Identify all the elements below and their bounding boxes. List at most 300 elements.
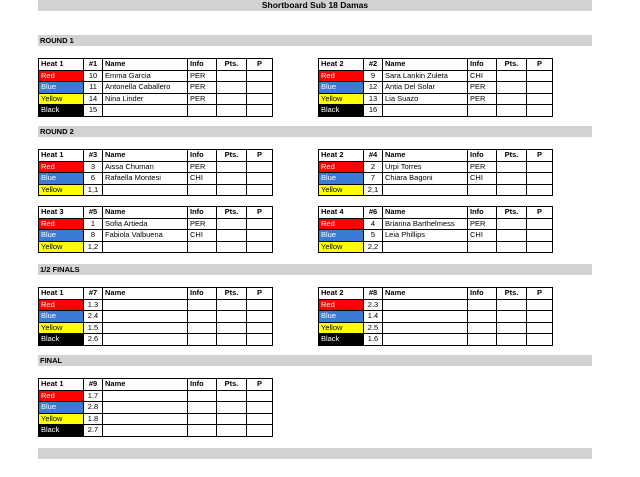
place-cell: [247, 105, 273, 117]
points-cell: [497, 299, 527, 311]
country-cell: [468, 334, 497, 346]
heat-row: [39, 413, 273, 425]
points-header: Pts.: [217, 207, 247, 219]
place-header: P: [527, 207, 553, 219]
heat-row: [319, 70, 553, 82]
place-cell: [527, 70, 553, 82]
heat-table-r1-h2: [318, 58, 553, 117]
place-cell: [527, 161, 553, 173]
section-round-1: ROUND 1: [38, 35, 592, 46]
name-header: Name: [103, 59, 188, 71]
heat-table-r2-h1: [38, 149, 273, 196]
jersey-color-cell: Blue: [39, 230, 84, 242]
points-cell: [497, 322, 527, 334]
sheet-title: Shortboard Sub 18 Damas: [38, 0, 592, 11]
section-final: FINAL: [38, 355, 592, 366]
surfer-name-cell: Fabiola Valbuena: [103, 230, 188, 242]
seed-number-cell: 1: [84, 218, 103, 230]
heat-number: #3: [84, 150, 103, 162]
seed-number-cell: 1,2: [84, 241, 103, 253]
place-cell: [527, 184, 553, 196]
place-cell: [527, 334, 553, 346]
points-cell: [217, 311, 247, 323]
country-cell: PER: [468, 161, 497, 173]
heat-number: #9: [84, 379, 103, 391]
seed-number-cell: 1.6: [364, 334, 383, 346]
points-cell: [217, 184, 247, 196]
surfer-name-cell: [103, 105, 188, 117]
heat-table-sf-h2: [318, 287, 553, 346]
heat-header-row: [39, 379, 273, 391]
surfer-name-cell: [103, 425, 188, 437]
place-cell: [527, 311, 553, 323]
heat-number: #2: [364, 59, 383, 71]
country-cell: CHI: [188, 230, 217, 242]
place-cell: [527, 218, 553, 230]
surfer-name-cell: Aissa Chuman: [103, 161, 188, 173]
surfer-name-cell: [383, 322, 468, 334]
heat-row: [319, 322, 553, 334]
jersey-color-cell: Blue: [319, 173, 364, 185]
points-cell: [497, 82, 527, 94]
place-cell: [247, 299, 273, 311]
surfer-name-cell: Urpi Torres: [383, 161, 468, 173]
points-cell: [497, 218, 527, 230]
surfer-name-cell: [383, 334, 468, 346]
heat-row: [39, 184, 273, 196]
heat-label: Heat 3: [39, 207, 84, 219]
jersey-color-cell: Blue: [39, 402, 84, 414]
jersey-color-cell: Red: [319, 70, 364, 82]
seed-number-cell: 2,2: [364, 241, 383, 253]
heat-row: [39, 230, 273, 242]
heat-row: [319, 82, 553, 94]
points-cell: [217, 82, 247, 94]
points-cell: [497, 334, 527, 346]
surfer-name-cell: [383, 299, 468, 311]
surfer-name-cell: [103, 184, 188, 196]
jersey-color-cell: Black: [319, 105, 364, 117]
seed-number-cell: 1.4: [364, 311, 383, 323]
heat-label: Heat 2: [319, 288, 364, 300]
name-header: Name: [103, 150, 188, 162]
heat-row: [39, 402, 273, 414]
seed-number-cell: 1.8: [84, 413, 103, 425]
surfer-name-cell: Sofia Artieda: [103, 218, 188, 230]
seed-number-cell: 1.7: [84, 390, 103, 402]
country-cell: [188, 425, 217, 437]
country-cell: CHI: [468, 70, 497, 82]
jersey-color-cell: Blue: [39, 82, 84, 94]
name-header: Name: [103, 379, 188, 391]
name-header: Name: [103, 288, 188, 300]
jersey-color-cell: Red: [39, 299, 84, 311]
country-cell: [468, 299, 497, 311]
country-cell: [468, 184, 497, 196]
heat-label: Heat 1: [39, 379, 84, 391]
country-cell: [188, 184, 217, 196]
heat-header-row: [39, 150, 273, 162]
surfer-name-cell: [383, 105, 468, 117]
points-cell: [217, 218, 247, 230]
place-cell: [527, 173, 553, 185]
place-cell: [247, 322, 273, 334]
seed-number-cell: 1,1: [84, 184, 103, 196]
jersey-color-cell: Red: [39, 390, 84, 402]
heat-row: [319, 93, 553, 105]
points-header: Pts.: [217, 150, 247, 162]
jersey-color-cell: Red: [39, 218, 84, 230]
place-cell: [247, 161, 273, 173]
heat-label: Heat 1: [39, 59, 84, 71]
points-header: Pts.: [497, 150, 527, 162]
points-cell: [497, 230, 527, 242]
heat-number: #8: [364, 288, 383, 300]
points-cell: [497, 161, 527, 173]
surfer-name-cell: Nina Linder: [103, 93, 188, 105]
heat-header-row: [39, 59, 273, 71]
surfer-name-cell: [383, 311, 468, 323]
heat-table-r2-h2: [318, 149, 553, 196]
jersey-color-cell: Black: [319, 334, 364, 346]
heat-header-row: [39, 288, 273, 300]
place-cell: [247, 334, 273, 346]
points-cell: [217, 390, 247, 402]
heat-row: [319, 299, 553, 311]
seed-number-cell: 2.8: [84, 402, 103, 414]
surfer-name-cell: [103, 311, 188, 323]
seed-number-cell: 15: [84, 105, 103, 117]
jersey-color-cell: Red: [39, 70, 84, 82]
surfer-name-cell: [103, 322, 188, 334]
place-cell: [527, 82, 553, 94]
heat-row: [319, 334, 553, 346]
points-cell: [497, 173, 527, 185]
place-cell: [247, 390, 273, 402]
info-header: Info: [468, 150, 497, 162]
points-header: Pts.: [497, 207, 527, 219]
country-cell: [468, 105, 497, 117]
country-cell: PER: [188, 161, 217, 173]
heat-label: Heat 2: [319, 59, 364, 71]
points-header: Pts.: [497, 288, 527, 300]
surfer-name-cell: Rafaella Montesi: [103, 173, 188, 185]
country-cell: PER: [188, 82, 217, 94]
heat-table-r1-h1: [38, 58, 273, 117]
heat-row: [39, 161, 273, 173]
surfer-name-cell: Lia Suazo: [383, 93, 468, 105]
heat-table-sf-h1: [38, 287, 273, 346]
heat-row: [39, 82, 273, 94]
points-cell: [497, 311, 527, 323]
surfer-name-cell: Antia Del Solar: [383, 82, 468, 94]
points-cell: [497, 93, 527, 105]
heat-number: #4: [364, 150, 383, 162]
country-cell: PER: [468, 82, 497, 94]
heat-row: [39, 311, 273, 323]
place-cell: [527, 105, 553, 117]
heat-label: Heat 1: [39, 288, 84, 300]
country-cell: PER: [468, 93, 497, 105]
jersey-color-cell: Yellow: [39, 93, 84, 105]
heat-row: [39, 390, 273, 402]
seed-number-cell: 7: [364, 173, 383, 185]
points-header: Pts.: [217, 59, 247, 71]
place-cell: [247, 173, 273, 185]
country-cell: CHI: [468, 173, 497, 185]
surfer-name-cell: Antonella Caballero: [103, 82, 188, 94]
surfer-name-cell: [103, 413, 188, 425]
heat-row: [319, 230, 553, 242]
jersey-color-cell: Yellow: [319, 184, 364, 196]
country-cell: CHI: [188, 173, 217, 185]
points-cell: [217, 230, 247, 242]
place-cell: [247, 241, 273, 253]
surfer-name-cell: Chiara Bagoni: [383, 173, 468, 185]
seed-number-cell: 2,1: [364, 184, 383, 196]
jersey-color-cell: Blue: [39, 173, 84, 185]
place-cell: [247, 311, 273, 323]
points-cell: [217, 105, 247, 117]
jersey-color-cell: Yellow: [319, 322, 364, 334]
heat-label: Heat 1: [39, 150, 84, 162]
jersey-color-cell: Red: [319, 161, 364, 173]
seed-number-cell: 2.5: [364, 322, 383, 334]
place-header: P: [247, 59, 273, 71]
jersey-color-cell: Yellow: [39, 322, 84, 334]
info-header: Info: [468, 59, 497, 71]
jersey-color-cell: Blue: [39, 311, 84, 323]
place-header: P: [247, 288, 273, 300]
name-header: Name: [383, 207, 468, 219]
heat-row: [39, 93, 273, 105]
points-cell: [497, 241, 527, 253]
points-cell: [217, 299, 247, 311]
points-cell: [497, 184, 527, 196]
heat-row: [39, 241, 273, 253]
name-header: Name: [383, 288, 468, 300]
seed-number-cell: 9: [364, 70, 383, 82]
place-cell: [527, 230, 553, 242]
points-cell: [497, 70, 527, 82]
seed-number-cell: 6: [84, 173, 103, 185]
jersey-color-cell: Red: [39, 161, 84, 173]
heat-row: [319, 218, 553, 230]
points-cell: [217, 93, 247, 105]
section-round-2: ROUND 2: [38, 126, 592, 137]
heat-row: [319, 311, 553, 323]
jersey-color-cell: Blue: [319, 82, 364, 94]
heat-number: #7: [84, 288, 103, 300]
place-cell: [527, 241, 553, 253]
jersey-color-cell: Black: [39, 105, 84, 117]
points-cell: [217, 334, 247, 346]
seed-number-cell: 13: [364, 93, 383, 105]
place-header: P: [247, 207, 273, 219]
points-cell: [217, 70, 247, 82]
footer-bar: [38, 448, 592, 459]
points-cell: [217, 425, 247, 437]
country-cell: [188, 241, 217, 253]
country-cell: [468, 241, 497, 253]
place-cell: [527, 93, 553, 105]
heat-row: [39, 334, 273, 346]
seed-number-cell: 10: [84, 70, 103, 82]
country-cell: [188, 402, 217, 414]
info-header: Info: [188, 207, 217, 219]
heat-header-row: [319, 207, 553, 219]
info-header: Info: [188, 288, 217, 300]
seed-number-cell: 11: [84, 82, 103, 94]
jersey-color-cell: Black: [39, 334, 84, 346]
heat-row: [319, 241, 553, 253]
jersey-color-cell: Yellow: [39, 241, 84, 253]
country-cell: PER: [188, 93, 217, 105]
info-header: Info: [188, 379, 217, 391]
heat-row: [319, 105, 553, 117]
heat-row: [39, 299, 273, 311]
surfer-name-cell: [103, 390, 188, 402]
seed-number-cell: 5: [364, 230, 383, 242]
section-semifinals: 1/2 FINALS: [38, 264, 592, 275]
country-cell: [188, 334, 217, 346]
place-header: P: [527, 59, 553, 71]
seed-number-cell: 3: [84, 161, 103, 173]
seed-number-cell: 14: [84, 93, 103, 105]
name-header: Name: [383, 59, 468, 71]
place-cell: [247, 82, 273, 94]
heat-header-row: [319, 59, 553, 71]
place-cell: [247, 93, 273, 105]
info-header: Info: [468, 288, 497, 300]
points-cell: [217, 161, 247, 173]
heat-table-r2-h4: [318, 206, 553, 253]
place-cell: [247, 184, 273, 196]
heat-row: [39, 218, 273, 230]
points-header: Pts.: [217, 379, 247, 391]
place-cell: [247, 413, 273, 425]
country-cell: PER: [188, 218, 217, 230]
heat-number: #5: [84, 207, 103, 219]
place-cell: [247, 70, 273, 82]
seed-number-cell: 2.4: [84, 311, 103, 323]
points-cell: [217, 241, 247, 253]
seed-number-cell: 4: [364, 218, 383, 230]
info-header: Info: [188, 150, 217, 162]
surfer-name-cell: Leia Phillips: [383, 230, 468, 242]
heat-header-row: [39, 207, 273, 219]
seed-number-cell: 2.6: [84, 334, 103, 346]
seed-number-cell: 2.7: [84, 425, 103, 437]
points-cell: [497, 105, 527, 117]
heat-number: #1: [84, 59, 103, 71]
country-cell: [188, 390, 217, 402]
country-cell: [188, 322, 217, 334]
seed-number-cell: 8: [84, 230, 103, 242]
seed-number-cell: 1.5: [84, 322, 103, 334]
info-header: Info: [188, 59, 217, 71]
surfer-name-cell: [383, 184, 468, 196]
points-cell: [217, 322, 247, 334]
surfer-name-cell: Sara Lankin Zuleta: [383, 70, 468, 82]
name-header: Name: [383, 150, 468, 162]
seed-number-cell: 2.3: [364, 299, 383, 311]
surfer-name-cell: [383, 241, 468, 253]
place-cell: [247, 402, 273, 414]
heat-header-row: [319, 288, 553, 300]
jersey-color-cell: Black: [39, 425, 84, 437]
place-header: P: [247, 379, 273, 391]
country-cell: [188, 413, 217, 425]
place-cell: [247, 425, 273, 437]
seed-number-cell: 16: [364, 105, 383, 117]
place-header: P: [527, 150, 553, 162]
surfer-name-cell: Emma Garcia: [103, 70, 188, 82]
heat-table-r2-h3: [38, 206, 273, 253]
jersey-color-cell: Red: [319, 299, 364, 311]
country-cell: [468, 311, 497, 323]
place-header: P: [527, 288, 553, 300]
seed-number-cell: 12: [364, 82, 383, 94]
country-cell: [188, 311, 217, 323]
place-cell: [527, 299, 553, 311]
place-cell: [247, 218, 273, 230]
heat-label: Heat 4: [319, 207, 364, 219]
heat-label: Heat 2: [319, 150, 364, 162]
place-cell: [247, 230, 273, 242]
place-cell: [527, 322, 553, 334]
heat-table-final-h1: [38, 378, 273, 437]
seed-number-cell: 1.3: [84, 299, 103, 311]
heat-header-row: [319, 150, 553, 162]
heat-row: [39, 425, 273, 437]
points-cell: [217, 413, 247, 425]
country-cell: [188, 299, 217, 311]
jersey-color-cell: Yellow: [39, 184, 84, 196]
points-header: Pts.: [497, 59, 527, 71]
points-header: Pts.: [217, 288, 247, 300]
jersey-color-cell: Blue: [319, 311, 364, 323]
heat-row: [39, 105, 273, 117]
surfer-name-cell: [103, 334, 188, 346]
country-cell: CHI: [468, 230, 497, 242]
info-header: Info: [468, 207, 497, 219]
points-cell: [217, 402, 247, 414]
heat-number: #6: [364, 207, 383, 219]
heat-row: [39, 70, 273, 82]
surfer-name-cell: [103, 299, 188, 311]
place-header: P: [247, 150, 273, 162]
jersey-color-cell: Blue: [319, 230, 364, 242]
heat-row: [319, 173, 553, 185]
heat-row: [39, 322, 273, 334]
surfer-name-cell: [103, 402, 188, 414]
country-cell: [468, 322, 497, 334]
heat-row: [319, 161, 553, 173]
jersey-color-cell: Yellow: [319, 241, 364, 253]
jersey-color-cell: Red: [319, 218, 364, 230]
name-header: Name: [103, 207, 188, 219]
jersey-color-cell: Yellow: [319, 93, 364, 105]
country-cell: PER: [188, 70, 217, 82]
country-cell: PER: [468, 218, 497, 230]
surfer-name-cell: Brianna Barthelmess: [383, 218, 468, 230]
heat-row: [39, 173, 273, 185]
country-cell: [188, 105, 217, 117]
points-cell: [217, 173, 247, 185]
seed-number-cell: 2: [364, 161, 383, 173]
heat-row: [319, 184, 553, 196]
